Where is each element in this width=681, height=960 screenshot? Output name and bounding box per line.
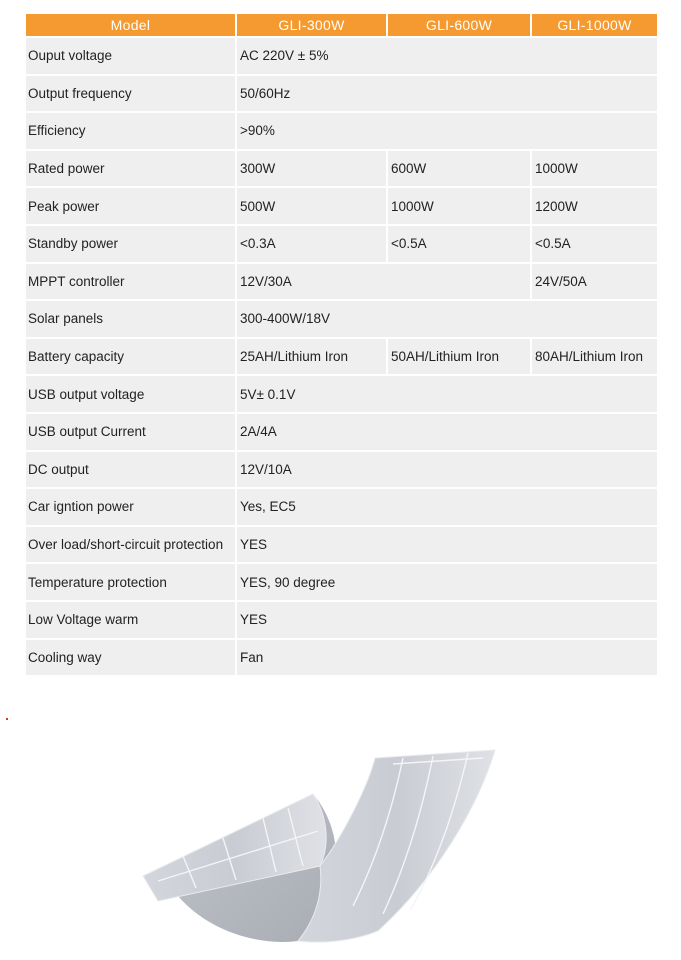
row-value: YES <box>237 602 657 638</box>
flexible-solar-panel-image <box>138 746 500 946</box>
row-label: Efficiency <box>26 113 235 149</box>
value-300w: 300W <box>237 151 386 187</box>
value-600w: 1000W <box>388 188 530 224</box>
header-gli-600w: GLI-600W <box>388 14 530 36</box>
row-label: Low Voltage warm <box>26 602 235 638</box>
value-300w-600w: 12V/30A <box>237 264 530 300</box>
row-value: 50/60Hz <box>237 76 657 112</box>
value-1000w: 80AH/Lithium Iron <box>532 339 657 375</box>
row-value: 300-400W/18V <box>237 301 657 337</box>
row-value: AC 220V ± 5% <box>237 38 657 74</box>
table-row <box>26 527 657 563</box>
table-row <box>26 452 657 488</box>
value-1000w: 1200W <box>532 188 657 224</box>
table-row <box>26 376 657 412</box>
row-label: Temperature protection <box>26 564 235 600</box>
header-gli-300w: GLI-300W <box>237 14 386 36</box>
table-row <box>26 301 657 337</box>
value-300w: 25AH/Lithium Iron <box>237 339 386 375</box>
row-label: Output frequency <box>26 76 235 112</box>
spec-table <box>24 12 659 677</box>
header-row <box>26 14 657 36</box>
row-value: Fan <box>237 640 657 676</box>
value-1000w: <0.5A <box>532 226 657 262</box>
red-dot <box>6 718 8 720</box>
table-row <box>26 489 657 525</box>
value-1000w: 24V/50A <box>532 264 657 300</box>
table-row <box>26 113 657 149</box>
row-label: DC output <box>26 452 235 488</box>
row-label: Car igntion power <box>26 489 235 525</box>
table-row <box>26 640 657 676</box>
header-gli-1000w: GLI-1000W <box>532 14 657 36</box>
row-label: Peak power <box>26 188 235 224</box>
row-value: 5V± 0.1V <box>237 376 657 412</box>
value-600w: 600W <box>388 151 530 187</box>
table-row <box>26 602 657 638</box>
table-row <box>26 564 657 600</box>
table-row <box>26 76 657 112</box>
table-row <box>26 414 657 450</box>
row-label: Battery capacity <box>26 339 235 375</box>
row-label: USB output Current <box>26 414 235 450</box>
row-value: >90% <box>237 113 657 149</box>
row-value: 12V/10A <box>237 452 657 488</box>
table-row <box>26 188 657 224</box>
table-row <box>26 264 657 300</box>
row-value: Yes, EC5 <box>237 489 657 525</box>
value-600w: <0.5A <box>388 226 530 262</box>
row-label: Over load/short-circuit protection <box>26 527 235 563</box>
row-label: Solar panels <box>26 301 235 337</box>
table-row <box>26 38 657 74</box>
value-1000w: 1000W <box>532 151 657 187</box>
row-label: USB output voltage <box>26 376 235 412</box>
row-label: Rated power <box>26 151 235 187</box>
row-label: Cooling way <box>26 640 235 676</box>
header-model: Model <box>26 14 235 36</box>
table-row <box>26 226 657 262</box>
value-300w: <0.3A <box>237 226 386 262</box>
value-300w: 500W <box>237 188 386 224</box>
value-600w: 50AH/Lithium Iron <box>388 339 530 375</box>
row-label: Ouput voltage <box>26 38 235 74</box>
row-label: MPPT controller <box>26 264 235 300</box>
row-value: 2A/4A <box>237 414 657 450</box>
row-label: Standby power <box>26 226 235 262</box>
row-value: YES <box>237 527 657 563</box>
table-row <box>26 339 657 375</box>
table-row <box>26 151 657 187</box>
row-value: YES, 90 degree <box>237 564 657 600</box>
